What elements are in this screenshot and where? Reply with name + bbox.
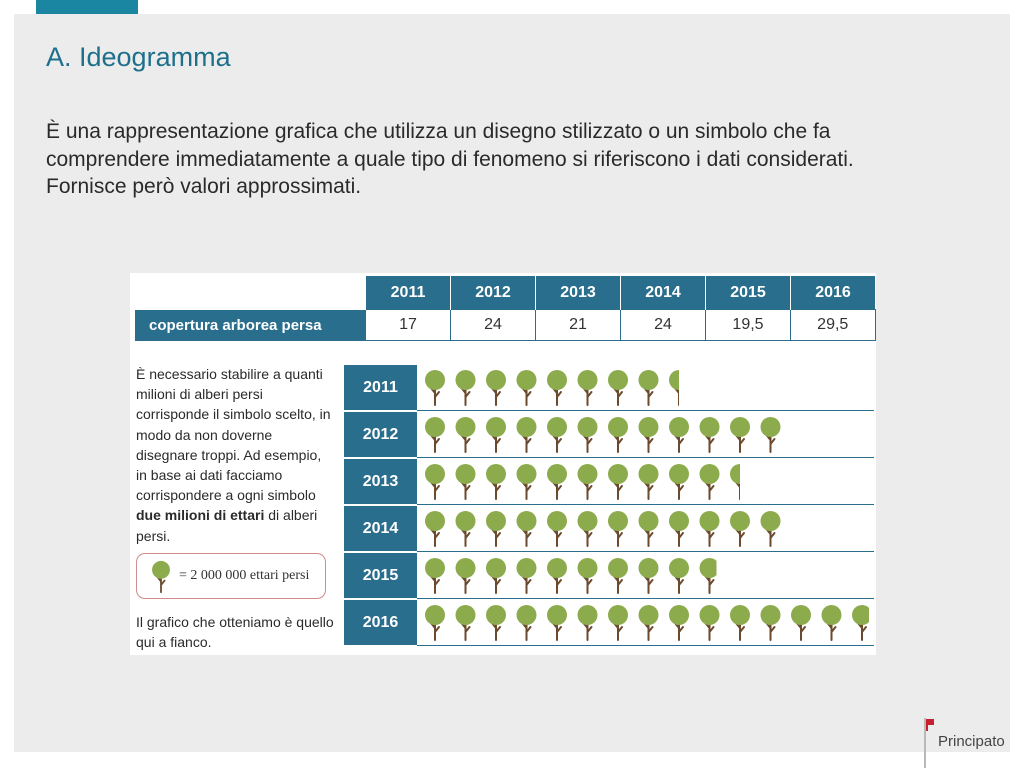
tree-icon — [517, 605, 537, 640]
table-row-label: copertura arborea persa — [135, 310, 366, 341]
definition-paragraph: È una rappresentazione grafica che utilizza un disegno stilizzato o un simbolo che fa comprendere immediatamente a quale tipo di fenomeno si riferiscono i dati considerati. — [46, 120, 854, 171]
pictogram-row — [344, 600, 874, 647]
explanation-text — [136, 364, 332, 546]
tree-icon — [547, 605, 567, 640]
pictogram-row — [344, 459, 874, 506]
tree-icon — [486, 558, 506, 593]
approximation-note: Fornisce però valori approssimati. — [46, 175, 362, 198]
pictogram-tree-strip — [417, 412, 874, 457]
publisher-logo-text: Principato — [938, 733, 1005, 750]
tree-icon — [456, 605, 476, 640]
tree-icon — [639, 558, 659, 593]
tree-icon — [700, 605, 720, 640]
pictogram-year-label: 2014 — [344, 506, 417, 551]
tree-icon — [456, 464, 476, 499]
tree-icon — [456, 370, 476, 405]
slide-title: A. Ideogramma — [46, 42, 231, 72]
tree-icon — [639, 464, 659, 499]
tree-icon — [425, 511, 445, 546]
legend-text: = 2 000 000 ettari persi — [179, 568, 310, 583]
pictogram-year-label: 2013 — [344, 459, 417, 504]
table-cell: 24 — [451, 310, 536, 341]
tree-icon — [700, 464, 720, 499]
tree-icon — [700, 558, 720, 593]
table-cell: 24 — [621, 310, 706, 341]
tree-icon — [517, 464, 537, 499]
tree-icon — [700, 511, 720, 546]
tree-icon — [608, 511, 628, 546]
table-header-row — [135, 276, 875, 310]
pictogram-year-label: 2015 — [344, 553, 417, 598]
tree-icon — [547, 558, 567, 593]
table-year-header: 2015 — [706, 276, 791, 310]
tree-icon — [730, 511, 750, 546]
pictogram-trees — [417, 553, 874, 599]
pictogram-tree-strip — [417, 365, 874, 410]
explanation-bold: due milioni di ettari — [136, 507, 265, 524]
tree-icon — [578, 464, 598, 499]
tree-icon — [578, 370, 598, 405]
tree-icon — [486, 370, 506, 405]
tree-icon — [608, 464, 628, 499]
tree-icon — [578, 417, 598, 452]
pictogram-trees — [417, 600, 874, 646]
tree-icon — [486, 511, 506, 546]
tree-icon — [456, 558, 476, 593]
pictogram-row — [344, 506, 874, 553]
pictogram-trees — [417, 459, 874, 505]
tree-icon — [517, 370, 537, 405]
pictogram-tree-strip — [417, 600, 874, 645]
pictogram-year-label: 2016 — [344, 600, 417, 645]
pictogram-tree-strip — [417, 553, 874, 598]
pictogram-tree-strip — [417, 459, 874, 504]
tree-icon — [608, 605, 628, 640]
table-row — [135, 310, 875, 341]
top-accent-bar — [36, 0, 138, 14]
tree-icon — [517, 558, 537, 593]
data-table — [135, 276, 876, 341]
table-year-header: 2016 — [791, 276, 876, 310]
table-year-header: 2012 — [451, 276, 536, 310]
tree-icon — [425, 417, 445, 452]
slide-body — [46, 118, 956, 201]
tree-icon — [761, 605, 781, 640]
tree-icon — [669, 464, 689, 499]
pictogram-trees — [417, 365, 874, 411]
tree-icon — [517, 417, 537, 452]
tree-icon — [669, 511, 689, 546]
pictogram-trees — [417, 506, 874, 552]
pictogram-trees — [417, 412, 874, 458]
tree-icon — [608, 558, 628, 593]
table-year-header: 2014 — [621, 276, 706, 310]
tree-icon — [578, 605, 598, 640]
tree-icon — [425, 558, 445, 593]
tree-icon — [425, 464, 445, 499]
tree-icon — [730, 464, 750, 499]
tree-icon — [456, 511, 476, 546]
tree-icon — [639, 370, 659, 405]
tree-icon — [547, 511, 567, 546]
tree-icon — [761, 417, 781, 452]
tree-icon — [547, 370, 567, 405]
tree-icon — [148, 560, 174, 594]
table-cell: 21 — [536, 310, 621, 341]
explanation-end: di alberi persi. — [136, 507, 318, 544]
pictogram-row — [344, 365, 874, 412]
tree-icon — [608, 417, 628, 452]
pictogram-year-label: 2011 — [344, 365, 417, 410]
tree-icon — [486, 464, 506, 499]
table-cell: 19,5 — [706, 310, 791, 341]
tree-icon — [578, 511, 598, 546]
tree-icon — [791, 605, 811, 640]
tree-icon — [547, 417, 567, 452]
tree-icon — [578, 558, 598, 593]
tree-icon — [486, 417, 506, 452]
tree-icon — [700, 417, 720, 452]
tree-icon — [639, 605, 659, 640]
tree-icon — [608, 370, 628, 405]
table-cell: 17 — [366, 310, 451, 341]
outro-text: Il grafico che otteniamo è quello qui a fianco. — [136, 614, 334, 650]
table-corner — [135, 276, 366, 310]
table-year-header: 2011 — [366, 276, 451, 310]
legend-box — [136, 553, 326, 599]
tree-icon — [639, 417, 659, 452]
tree-icon — [639, 511, 659, 546]
tree-icon — [730, 417, 750, 452]
tree-icon — [517, 511, 537, 546]
tree-icon — [425, 605, 445, 640]
tree-icon — [761, 511, 781, 546]
tree-icon — [456, 417, 476, 452]
publisher-logo-icon — [926, 718, 936, 732]
table-cell: 29,5 — [791, 310, 876, 341]
tree-icon — [486, 605, 506, 640]
pictogram-row — [344, 553, 874, 600]
tree-icon — [730, 605, 750, 640]
table-year-header: 2013 — [536, 276, 621, 310]
tree-icon — [425, 370, 445, 405]
tree-icon — [669, 605, 689, 640]
tree-icon — [669, 417, 689, 452]
pictogram-chart — [344, 365, 874, 647]
tree-icon — [669, 558, 689, 593]
pictogram-row — [344, 412, 874, 459]
explanation-intro: È necessario stabilire a quanti milioni di alberi persi corrisponde il simbolo scelto, in modo da non doverne disegnare troppi. Ad esempio, in base ai dati facciamo corrispondere a ogni simbolo — [136, 366, 331, 504]
tree-icon — [669, 370, 689, 405]
tree-icon — [547, 464, 567, 499]
tree-icon — [822, 605, 842, 640]
pictogram-year-label: 2012 — [344, 412, 417, 457]
tree-icon — [852, 605, 872, 640]
ideogram-figure — [130, 273, 876, 655]
pictogram-tree-strip — [417, 506, 874, 551]
